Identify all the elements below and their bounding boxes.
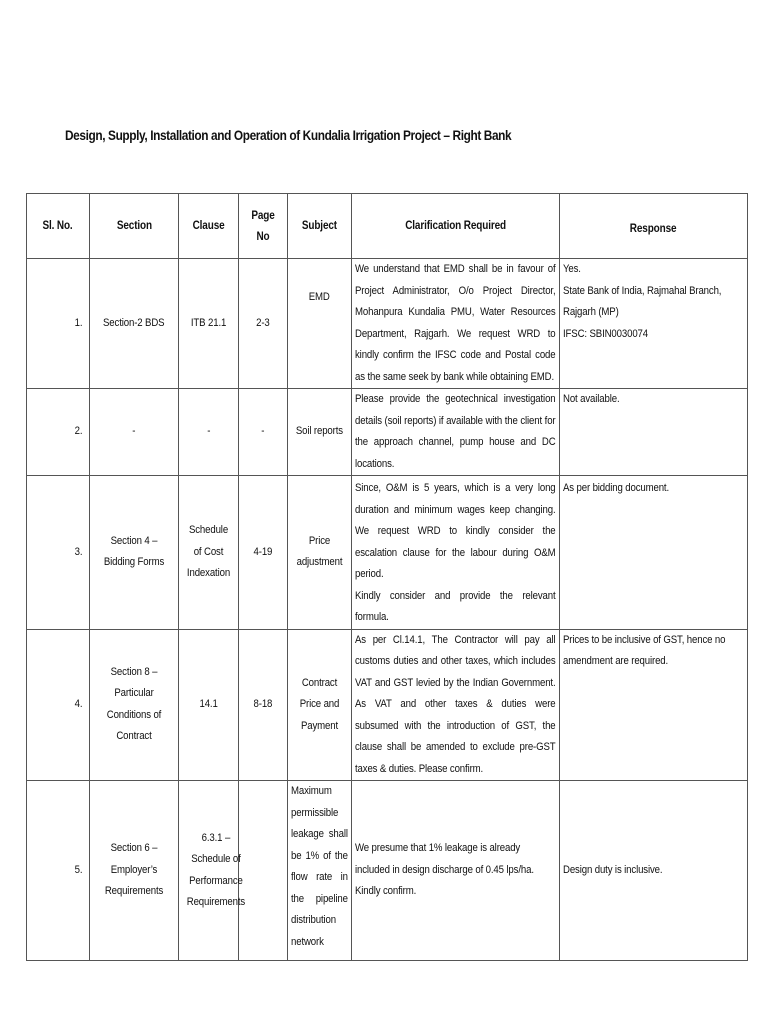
cell-sl-no: 2. <box>27 389 90 476</box>
cell-clarification: Please provide the geotechnical investigation details (soil reports) if available with the client for the approach channel, pump house and DC locations. <box>352 389 560 476</box>
clarification-paragraph: Since, O&M is 5 years, which is a very long duration and minimum wages keep changing. We request WRD to kindly consider the escalation clause for the labour during O&M period. <box>355 482 556 580</box>
cell-clarification: We presume that 1% leakage is already included in design discharge of 0.45 lps/ha. Kindly confirm. <box>352 781 560 961</box>
table-row <box>27 389 748 476</box>
cell-response: Prices to be inclusive of GST, hence no amendment are required. <box>560 629 748 781</box>
cell-clause: Schedule of Cost Indexation <box>179 476 239 630</box>
cell-response: Design duty is inclusive. <box>560 781 748 961</box>
cell-section: Section 6 – Employer’s Requirements <box>90 781 179 961</box>
cell-page-no: 4-19 <box>239 476 288 630</box>
cell-subject: Contract Price and Payment <box>288 629 352 781</box>
cell-section: - <box>90 389 179 476</box>
header-page-no: Page No <box>239 194 288 259</box>
header-sl-no: Sl. No. <box>27 194 90 259</box>
cell-page-no: 2-3 <box>239 259 288 389</box>
cell-sl-no: 5. <box>27 781 90 961</box>
cell-page-no: - <box>239 389 288 476</box>
cell-response: Not available. <box>560 389 748 476</box>
cell-response <box>560 259 748 389</box>
header-subject: Subject <box>288 194 352 259</box>
table-row <box>27 259 748 389</box>
cell-section: Section 4 – Bidding Forms <box>90 476 179 630</box>
cell-page-no <box>239 781 288 961</box>
clarification-table <box>26 193 748 961</box>
cell-clause: - <box>179 389 239 476</box>
document-title: Design, Supply, Installation and Operation of Kundalia Irrigation Project – Right Bank <box>65 128 512 143</box>
cell-section: Section 8 – Particular Conditions of Contract <box>90 629 179 781</box>
cell-sl-no: 1. <box>27 259 90 389</box>
header-clause: Clause <box>179 194 239 259</box>
cell-subject: EMD <box>288 259 352 389</box>
cell-subject: Maximum permissible leakage shall be 1% of the flow rate in the pipeline distribution network <box>288 781 352 961</box>
cell-response: As per bidding document. <box>560 476 748 630</box>
cell-clarification: As per Cl.14.1, The Contractor will pay all customs duties and other taxes, which includes VAT and GST levied by the Indian Government. As VAT and other taxes & duties were subsumed with the introduction of GST, the clause shall be amended to exclude pre-GST taxes & duties. Please confirm. <box>352 629 560 781</box>
cell-clarification: We understand that EMD shall be in favour of Project Administrator, O/o Project Director, Mohanpura Kundalia PMU, Water Resources Department, Rajgarh. We request WRD to kindly confirm the IFSC code and Postal code as the same seek by bank while obtaining EMD. <box>352 259 560 389</box>
cell-subject: Price adjustment <box>288 476 352 630</box>
cell-section: Section-2 BDS <box>90 259 179 389</box>
header-section: Section <box>90 194 179 259</box>
response-line: Yes. <box>563 263 581 275</box>
cell-clause: 14.1 <box>179 629 239 781</box>
header-response: Response <box>560 194 748 259</box>
clarification-paragraph: Kindly consider and provide the relevant formula. <box>355 589 556 623</box>
cell-subject: Soil reports <box>288 389 352 476</box>
cell-sl-no: 3. <box>27 476 90 630</box>
header-clarification: Clarification Required <box>352 194 560 259</box>
response-line: IFSC: SBIN0030074 <box>563 327 648 340</box>
response-line: State Bank of India, Rajmahal Branch, Rajgarh (MP) <box>563 284 722 318</box>
cell-clarification <box>352 476 560 630</box>
table-row <box>27 476 748 630</box>
cell-clause: 6.3.1 – Schedule of Performance Requirements <box>179 781 239 961</box>
header-row <box>27 194 748 259</box>
table-row <box>27 781 748 961</box>
cell-clause: ITB 21.1 <box>179 259 239 389</box>
table-row <box>27 629 748 781</box>
cell-page-no: 8-18 <box>239 629 288 781</box>
cell-sl-no: 4. <box>27 629 90 781</box>
